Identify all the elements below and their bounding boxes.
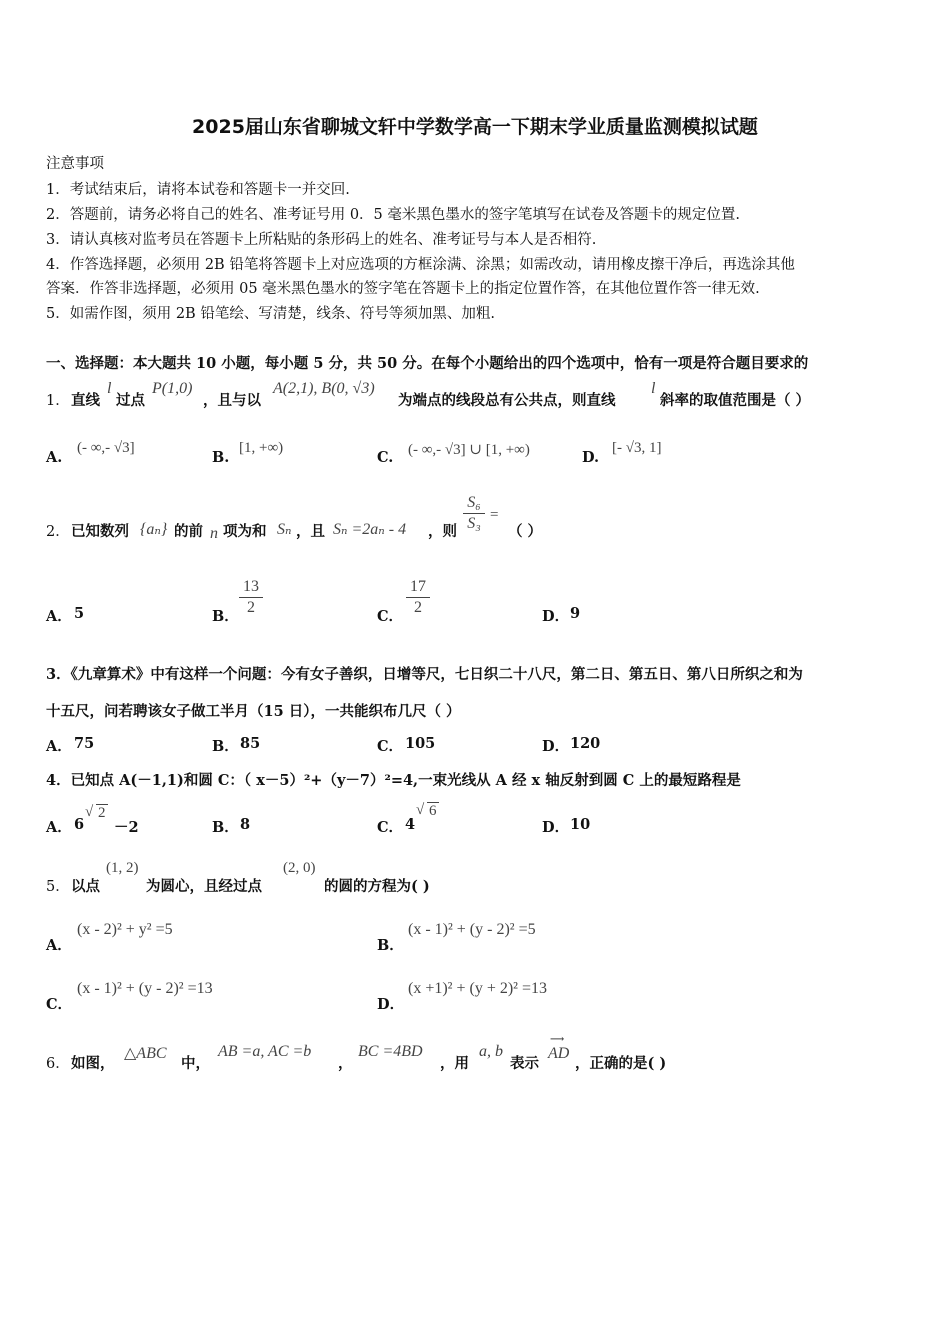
fraction-bar (463, 513, 485, 514)
fraction-numerator: S₆ (467, 494, 481, 511)
option-b: 85 (240, 735, 261, 752)
option-label: A． (46, 738, 72, 755)
option-b: (x - 1)² + (y - 2)² =5 (408, 921, 536, 938)
option-c: 105 (405, 735, 436, 752)
option-label: B． (212, 738, 239, 755)
question-text: ，且 (296, 523, 325, 540)
option-label: B． (377, 937, 404, 954)
question-text: ，用 (440, 1055, 469, 1072)
question-text: 项为和 (223, 523, 267, 540)
question-number: 6． (46, 1056, 70, 1072)
option-label: C． (377, 738, 404, 755)
option-label: D． (542, 608, 570, 625)
option-d: 120 (570, 735, 601, 752)
math-symbol: = (490, 507, 499, 523)
question-text: （ ） (508, 523, 543, 540)
option-b: 8 (240, 816, 251, 833)
option-label: D． (542, 819, 570, 836)
option-label: B. (212, 449, 230, 466)
question-text: 过点 (116, 392, 145, 409)
question-text: 3．《九章算术》中有这样一个问题：今有女子善织，日增等尺，七日织二十八尺，第二日、第五日、第八日所织之和为 (46, 666, 803, 683)
notice-item: 答案．作答非选择题，必须用 05 毫米黑色墨水的签字笔在答题卡上的指定位置作答，在其他位置作答一律无效. (46, 281, 760, 297)
option-d: 10 (570, 816, 591, 833)
vector-arrow-icon: ⟶ (550, 1034, 564, 1045)
fraction-denominator: 2 (247, 599, 255, 616)
question-text: 的前 (174, 523, 203, 540)
option-label: A． (46, 608, 72, 625)
question-text: 为端点的线段总有公共点，则直线 (398, 392, 616, 409)
fraction-bar (239, 597, 263, 598)
radical-sign: √ (85, 804, 94, 820)
math-symbol: l (107, 380, 112, 397)
option-label: D. (582, 449, 600, 466)
option-c (406, 578, 430, 617)
fraction (463, 494, 485, 533)
math-expression: A(2,1), B(0, √3) (273, 380, 375, 397)
question-text: 以点 (71, 878, 100, 895)
option-label: A． (46, 819, 72, 836)
question-text: ，则 (428, 523, 457, 540)
option-b: [1, +∞) (239, 440, 284, 456)
option-c: (- ∞,- √3] ∪ [1, +∞) (408, 442, 530, 458)
question-text: 中， (181, 1055, 210, 1072)
radical-sign: √ (416, 802, 425, 818)
math-expression: BC =4BD (358, 1043, 423, 1060)
question-text: 斜率的取值范围是（ ） (660, 392, 811, 409)
math-expression: Sₙ =2aₙ - 4 (333, 521, 407, 538)
radicand: 6 (429, 803, 437, 819)
question-text: 为圆心，且经过点 (146, 878, 262, 895)
question-text: 的圆的方程为( ) (324, 878, 430, 895)
question-text: 已知数列 (71, 523, 129, 540)
option-a: (- ∞,- √3] (77, 440, 135, 456)
question-text: 十五尺，问若聘该女子做工半月（15 日），一共能织布几尺（ ） (46, 703, 461, 720)
fraction-denominator: S₃ (467, 515, 481, 532)
math-expression: {aₙ} (140, 521, 168, 538)
option-label: B． (212, 819, 239, 836)
option-a: 6 (74, 816, 85, 833)
section-heading: 一、选择题：本大题共 10 小题，每小题 5 分，共 50 分。在每个小题给出的四个选项中，恰有一项是符合题目要求的 (46, 355, 809, 372)
option-a: (x - 2)² + y² =5 (77, 921, 173, 938)
question-text: ，正确的是( ) (575, 1055, 667, 1072)
question-number: 1． (46, 393, 70, 409)
math-expression: △ABC (124, 1045, 167, 1062)
option-d: (x +1)² + (y + 2)² =13 (408, 980, 547, 997)
math-expression: AD (548, 1045, 570, 1062)
question-text: 如图， (71, 1055, 115, 1072)
question-text: 直线 (71, 392, 100, 409)
radicand: 2 (98, 805, 106, 821)
option-label: D． (377, 996, 405, 1013)
fraction-bar (406, 597, 430, 598)
math-expression: a, b (479, 1043, 503, 1060)
option-d: 9 (570, 605, 581, 622)
option-a-rest: －2 (114, 819, 139, 836)
notice-item: 4．作答选择题，必须用 2B 铅笔将答题卡上对应选项的方框涂满、涂黑；如需改动，请用橡皮擦干净后，再选涂其他 (46, 257, 795, 273)
option-label: C． (377, 819, 404, 836)
option-a: 75 (74, 735, 95, 752)
fraction-denominator: 2 (414, 599, 422, 616)
option-label: C． (46, 996, 73, 1013)
option-c: 4 (405, 816, 416, 833)
option-label: B． (212, 608, 239, 625)
math-expression: (1, 2) (106, 860, 139, 876)
math-expression: P(1,0) (152, 380, 193, 397)
notice-item: 5．如需作图，须用 2B 铅笔绘、写清楚，线条、符号等须加黑、加粗. (46, 306, 495, 322)
question-text: 表示 (510, 1055, 539, 1072)
notice-item: 3．请认真核对监考员在答题卡上所粘贴的条形码上的姓名、准考证号与本人是否相符. (46, 232, 597, 248)
math-expression: (2, 0) (283, 860, 316, 876)
notice-item: 1．考试结束后，请将本试卷和答题卡一并交回. (46, 182, 350, 198)
notice-item: 2．答题前，请务必将自己的姓名、准考证号用 0．5 毫米黑色墨水的签字笔填写在试卷及答题卡的规定位置. (46, 207, 740, 223)
question-text: ， (338, 1055, 353, 1072)
fraction-numerator: 17 (410, 578, 426, 595)
math-symbol: l (651, 380, 656, 397)
question-text: 4．已知点 A(－1,1)和圆 C：（ x－5）²+（y－7）²=4,一束光线从 A 经 x 轴反射到圆 C 上的最短路程是 (46, 772, 741, 789)
option-label: C. (377, 449, 394, 466)
option-label: D． (542, 738, 570, 755)
math-expression: Sₙ (277, 521, 292, 538)
question-number: 5． (46, 879, 70, 895)
option-d: [- √3, 1] (612, 440, 662, 456)
question-number: 2． (46, 524, 70, 540)
fraction-numerator: 13 (243, 578, 259, 595)
math-symbol: n (210, 525, 218, 542)
option-a: 5 (74, 605, 85, 622)
option-c: (x - 1)² + (y - 2)² =13 (77, 980, 213, 997)
notice-heading: 注意事项 (46, 156, 104, 172)
question-text: ，且与以 (203, 392, 261, 409)
option-label: A. (46, 449, 63, 466)
option-label: C． (377, 608, 404, 625)
option-b (239, 578, 263, 617)
page-title: 2025届山东省聊城文轩中学数学高一下期末学业质量监测模拟试题 (192, 116, 758, 138)
math-expression: AB =a, AC =b (218, 1043, 312, 1060)
option-label: A． (46, 937, 72, 954)
